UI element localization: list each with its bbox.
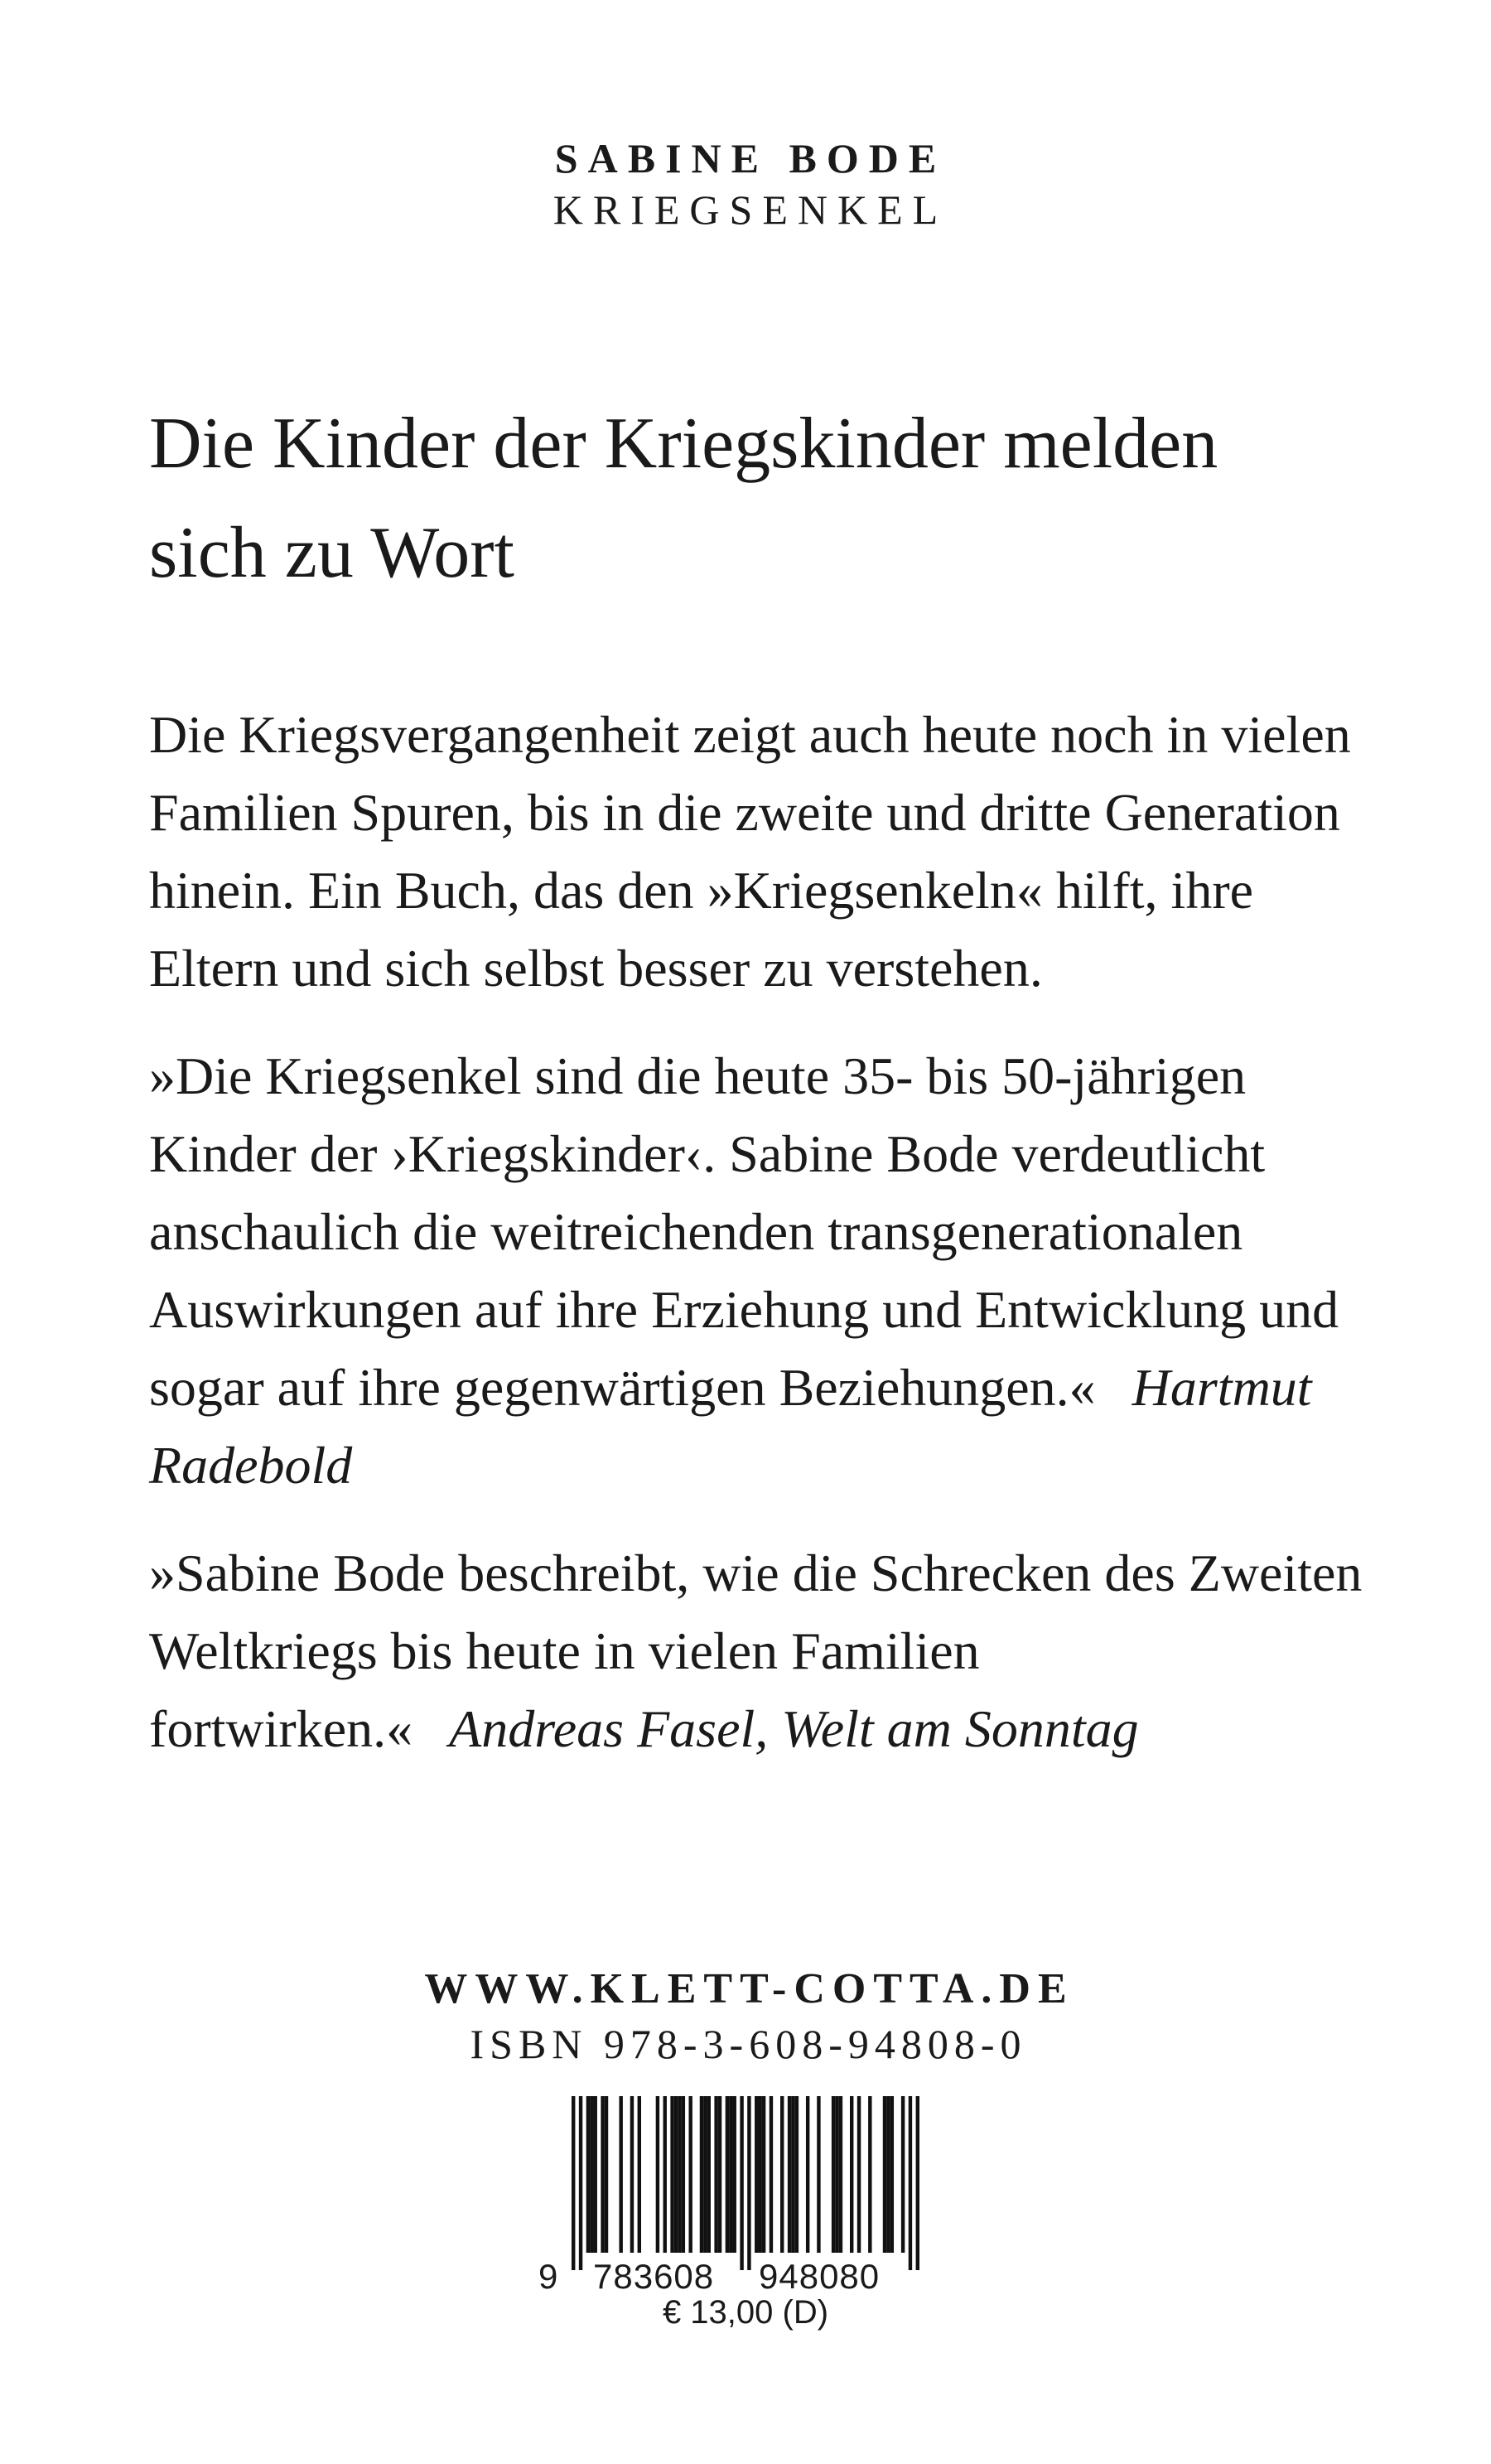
barcode-bar — [795, 2096, 799, 2253]
barcode-bar — [656, 2096, 659, 2253]
barcode-bar — [579, 2096, 582, 2270]
barcode-bar — [630, 2096, 634, 2253]
barcode-bar — [770, 2096, 773, 2253]
barcode-bar — [590, 2096, 593, 2253]
barcode-bar — [714, 2096, 717, 2253]
book-title: KRIEGSENKEL — [552, 186, 948, 233]
barcode-bar — [788, 2096, 791, 2253]
barcode-bar — [762, 2096, 765, 2253]
barcode-right-digits: 948080 — [755, 2259, 883, 2295]
barcode-bar — [703, 2096, 707, 2253]
barcode-bar — [663, 2096, 667, 2253]
price-label: € 13,00 (D) — [662, 2294, 829, 2331]
headline-line-2: sich zu Wort — [149, 513, 514, 593]
isbn-number: ISBN 978-3-608-94808-0 — [470, 2021, 1027, 2067]
barcode-bar — [780, 2096, 784, 2253]
headline-line-1: Die Kinder der Kriegskinder melden — [149, 403, 1218, 484]
barcode-bar — [806, 2096, 809, 2253]
barcode-bar — [601, 2096, 604, 2253]
barcode-bar — [916, 2096, 919, 2270]
barcode-bar — [729, 2096, 732, 2253]
barcode-bar — [688, 2096, 692, 2253]
barcode-bar — [707, 2096, 711, 2253]
barcode-bar — [733, 2096, 736, 2253]
barcode-bar — [678, 2096, 681, 2253]
barcode-bars — [572, 2096, 919, 2270]
barcode-bar — [740, 2096, 743, 2270]
barcode-bar — [832, 2096, 835, 2253]
barcode-bar — [670, 2096, 673, 2253]
barcode-bar — [674, 2096, 678, 2253]
barcode-bar — [700, 2096, 703, 2253]
barcode-bar — [857, 2096, 861, 2253]
description-paragraph: Die Kriegsvergangenheit zeigt auch heute noch in vielen Familien Spuren, bis in die zweite und dritte Generation hinein. Ein Buch, das den »Kriegsenkeln« hilft, ihre Eltern und sich selbst besser zu verstehen. — [149, 705, 1351, 998]
headline — [149, 389, 1375, 608]
barcode-bar — [890, 2096, 894, 2253]
quote-1 — [149, 1037, 1392, 1505]
barcode-bar — [850, 2096, 853, 2253]
barcode-bar — [605, 2096, 608, 2253]
barcode-bar — [747, 2096, 750, 2270]
quote-2-text: »Sabine Bode beschreibt, wie die Schrecken des Zweiten Weltkriegs bis heute in vielen Familien fortwirken.« — [149, 1544, 1363, 1758]
blurb — [149, 696, 1392, 1798]
barcode-bar — [835, 2096, 838, 2253]
quote-1-text: »Die Kriegsenkel sind die heute 35- bis 50-jährigen Kinder der ›Kriegskinder‹. Sabine Bode verdeutlicht anschaulich die weitreichenden transgenerationalen Auswirkungen auf ihre Erziehung und Entwicklung und sogar auf ihre gegenwärtigen Beziehungen.« — [149, 1046, 1339, 1417]
quote-1-attribution: Hartmut Radebold — [149, 1358, 1312, 1495]
barcode-bar — [682, 2096, 685, 2253]
barcode-bar — [868, 2096, 871, 2253]
quote-2-attribution: Andreas Fasel, Welt am Sonntag — [449, 1699, 1139, 1758]
barcode-bar — [572, 2096, 575, 2270]
author-name: SABINE BODE — [554, 135, 947, 181]
barcode-left-digits: 783608 — [590, 2259, 717, 2295]
barcode-bar — [755, 2096, 758, 2253]
barcode-bar — [758, 2096, 761, 2253]
barcode-bar — [901, 2096, 905, 2253]
barcode-bar — [791, 2096, 794, 2253]
barcode-bar — [726, 2096, 729, 2253]
barcode-bar — [883, 2096, 886, 2253]
cover-footer — [0, 1962, 1491, 2071]
barcode-bar — [839, 2096, 842, 2253]
publisher-website: WWW.KLETT-COTTA.DE — [424, 1965, 1074, 2012]
quote-2 — [149, 1534, 1392, 1768]
barcode-bar — [619, 2096, 622, 2253]
barcode-bar — [886, 2096, 890, 2253]
barcode-first-digit: 9 — [538, 2257, 558, 2296]
barcode-bar — [718, 2096, 721, 2253]
barcode-bar — [638, 2096, 641, 2253]
barcode-bar — [909, 2096, 912, 2270]
barcode-bar — [594, 2096, 597, 2253]
barcode-bar — [817, 2096, 820, 2253]
barcode — [538, 2096, 953, 2296]
barcode-bar — [586, 2096, 590, 2253]
cover-header — [0, 133, 1491, 235]
